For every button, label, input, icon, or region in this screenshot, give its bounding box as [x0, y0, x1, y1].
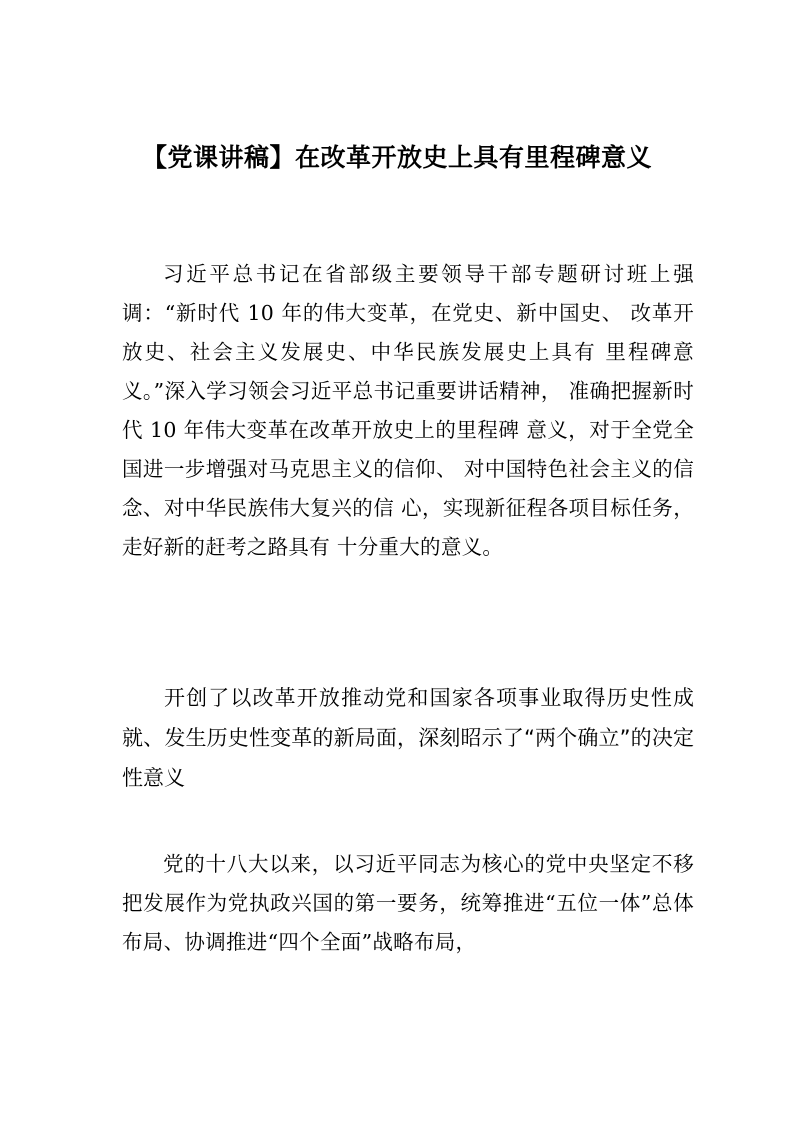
body-paragraph-section: 党的十八大以来，以习近平同志为核心的党中央坚定不移把发展作为党执政兴国的第一要务，统筹推进“五位一体”总体布局、协调推进“四个全面”战略布局，	[122, 852, 694, 954]
section-subheading: 开创了以改革开放推动党和国家各项事业取得历史性成就、发生历史性变革的新局面，深刻昭示了“两个确立”的决定性意义	[122, 686, 694, 790]
document-title: 【党课讲稿】在改革开放史上具有里程碑意义	[141, 143, 652, 172]
body-paragraph-intro: 习近平总书记在省部级主要领导干部专题研讨班上强调：“新时代 10 年的伟大变革，在党史、新中国史、 改革开放史、社会主义发展史、中华民族发展史上具有 里程碑意义。”深入学习领会习近平总书记重要讲话精神， 准确把握新时代 10 年伟大变革在改革开放史上的里程碑 意义，对于全党全国进一步增强对马克思主义的信仰、 对中国特色社会主义的信念、对中华民族伟大复兴的信 心，实现新征程各项目标任务，走好新的赶考之路具有 十分重大的意义。	[122, 262, 694, 559]
